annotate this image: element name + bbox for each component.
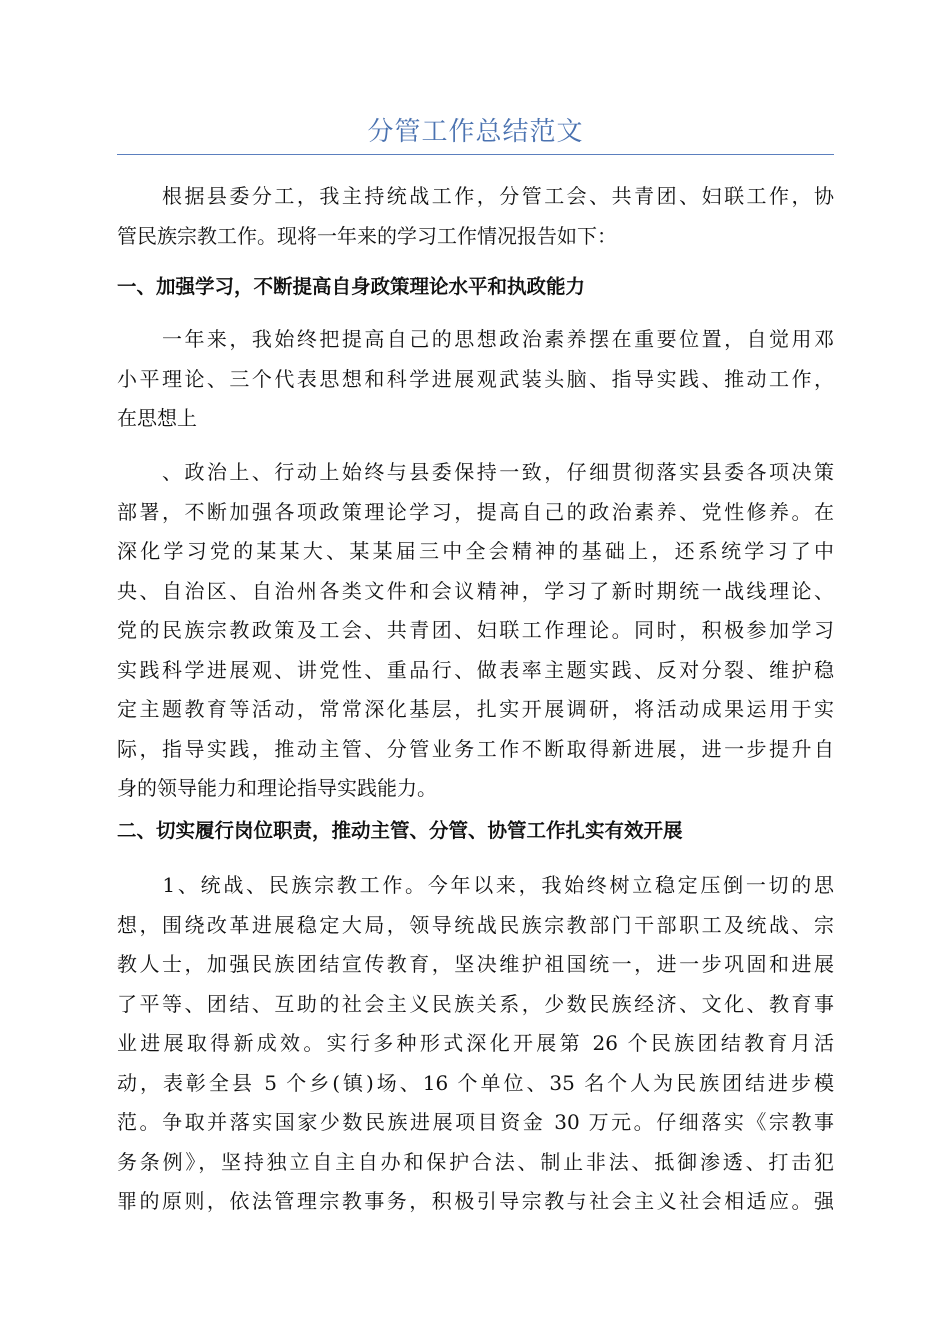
paragraph-line: 管民族宗教工作。现将一年来的学习工作情况报告如下：: [117, 223, 617, 248]
paragraph-line: 部署，不断加强各项政策理论学习，提高自己的政治素养、党性修养。在: [117, 499, 834, 524]
section1-paragraph-2: [117, 453, 834, 809]
paragraph-line: 教人士，加强民族团结宣传教育，坚决维护祖国统一，进一步巩固和进展: [117, 952, 834, 976]
paragraph-line: 动，表彰全县 5 个乡(镇)场、16 个单位、35 名个人为民族团结进步模: [117, 1070, 834, 1095]
title-underline: [117, 154, 834, 155]
paragraph-line: 党的民族宗教政策及工会、共青团、妇联工作理论。同时，积极参加学习: [117, 618, 834, 642]
section-heading-2: 二、切实履行岗位职责，推动主管、分管、协管工作扎实有效开展: [117, 819, 683, 842]
section1-paragraph-1: [117, 320, 834, 439]
paragraph-line: 深化学习党的某某大、某某届三中全会精神的基础上，还系统学习了中: [117, 539, 834, 563]
section-heading-1: 一、加强学习，不断提高自身政策理论水平和执政能力: [117, 275, 586, 298]
paragraph-line: 业进展取得新成效。实行多种形式深化开展第 26 个民族团结教育月活: [117, 1031, 834, 1055]
paragraph-line: 定主题教育等活动，常常深化基层，扎实开展调研，将活动成果运用于实: [117, 697, 834, 721]
paragraph-line: 身的领导能力和理论指导实践能力。: [117, 776, 437, 800]
section2-paragraph-1: [117, 866, 834, 1222]
paragraph-line: 一年来，我始终把提高自己的思想政治素养摆在重要位置，自觉用邓: [117, 327, 834, 351]
paragraph-line: 在思想上: [117, 406, 197, 430]
paragraph-line: 际，指导实践，推动主管、分管业务工作不断取得新进展，进一步提升自: [117, 736, 834, 761]
paragraph-line: 罪的原则，依法管理宗教事务，积极引导宗教与社会主义社会相适应。强: [117, 1189, 834, 1213]
paragraph-line: 了平等、团结、互助的社会主义民族关系，少数民族经济、文化、教育事: [117, 991, 834, 1016]
paragraph-line: 小平理论、三个代表思想和科学进展观武装头脑、指导实践、推动工作，: [117, 366, 834, 391]
document-title: 分管工作总结范文: [367, 117, 584, 147]
paragraph-line: 实践科学进展观、讲党性、重品行、做表率主题实践、反对分裂、维护稳: [117, 657, 834, 682]
paragraph-line: 务条例》，坚持独立自主自办和保护合法、制止非法、抵御渗透、打击犯: [117, 1149, 834, 1174]
paragraph-line: 范。争取并落实国家少数民族进展项目资金 30 万元。仔细落实《宗教事: [117, 1110, 834, 1134]
paragraph-line: 1、统战、民族宗教工作。今年以来，我始终树立稳定压倒一切的思: [117, 873, 834, 897]
intro-paragraph: [117, 177, 834, 256]
paragraph-line: 央、自治区、自治州各类文件和会议精神，学习了新时期统一战线理论、: [117, 578, 834, 603]
paragraph-line: 想，围绕改革进展稳定大局，领导统战民族宗教部门干部职工及统战、宗: [117, 912, 834, 937]
paragraph-line: 根据县委分工，我主持统战工作，分管工会、共青团、妇联工作，协: [117, 184, 834, 208]
paragraph-line: 、政治上、行动上始终与县委保持一致，仔细贯彻落实县委各项决策: [117, 460, 834, 484]
